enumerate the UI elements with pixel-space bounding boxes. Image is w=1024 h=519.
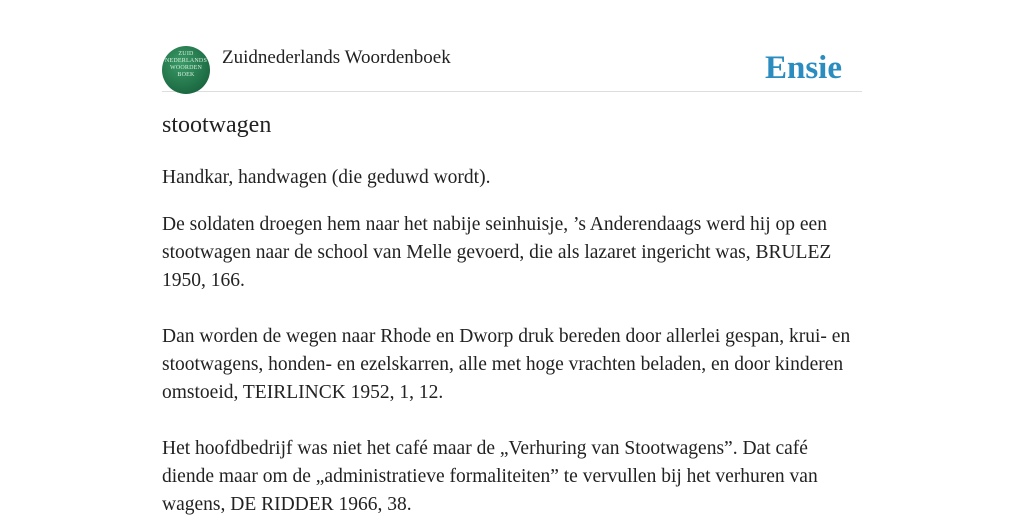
logo-text-line: BOEK (177, 72, 195, 78)
site-title[interactable]: Zuidnederlands Woordenboek (222, 47, 451, 68)
entry-content (162, 112, 862, 519)
example-quote: Dan worden de wegen naar Rhode en Dworp druk bereden door allerlei gespan, krui- en stootwagens, honden- en ezelskarren, alle met hoge vrachten beladen, en door kinderen omstoeid, TEIRLINCK 1952, 1, 12. (162, 326, 851, 403)
site-header (162, 44, 862, 92)
dictionary-logo[interactable] (162, 46, 210, 94)
example-quote: Het hoofdbedrijf was niet het café maar de „Verhuring van Stootwagens”. Dat café diende maar om de „administratieve formaliteiten” te vervullen bij het verhuren van wagens, DE RIDDER 1966, 38. (162, 438, 818, 515)
logo-text-line: NEDERLANDS (165, 58, 207, 64)
headword: stootwagen (162, 112, 272, 138)
logo-text-line: ZUID (178, 51, 194, 57)
definition: Handkar, handwagen (die geduwd wordt). (162, 167, 491, 188)
example-quote: De soldaten droegen hem naar het nabije seinhuisje, ’s Anderendaags werd hij op een stootwagen naar de school van Melle gevoerd, die als lazaret ingericht was, BRULEZ 1950, 166. (162, 214, 832, 291)
logo-text-line: WOORDEN (169, 65, 203, 71)
brand-logo[interactable]: Ensie (764, 50, 842, 86)
